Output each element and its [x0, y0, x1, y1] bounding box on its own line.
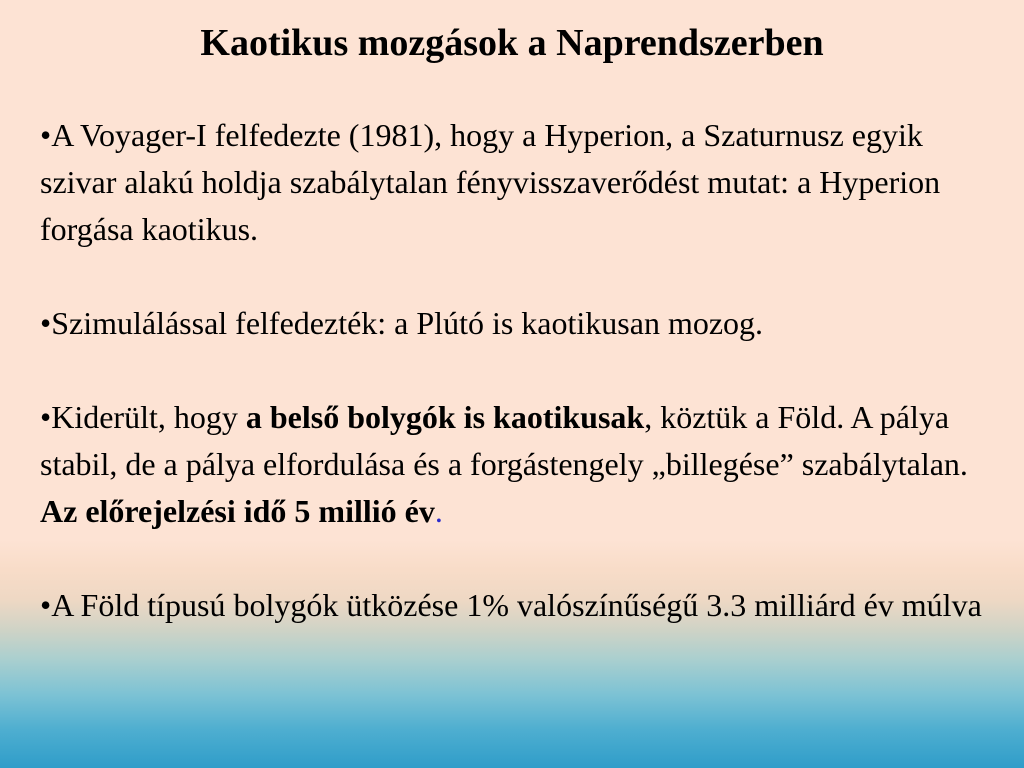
slide-title: Kaotikus mozgások a Naprendszerben	[200, 22, 824, 64]
bullet-inner-planets	[40, 394, 990, 535]
bullet-marker: •	[40, 399, 52, 435]
bullet-voyager-hyperion	[40, 112, 990, 253]
bullet-text-bold-inner-planets: a belső bolygók is kaotikusak	[245, 399, 645, 435]
bullet-marker: •	[40, 305, 52, 341]
bullet-marker: •	[40, 587, 52, 623]
bullet-marker: •	[40, 117, 52, 153]
bullet-pluto	[40, 300, 990, 347]
slide-content	[40, 112, 990, 629]
bullet-text: A Voyager-I felfedezte (1981), hogy a Hyperion, a Szaturnusz egyik szivar alakú holdja szabálytalan fényvisszaverődést mutat: a Hyperion forgása kaotikus.	[40, 117, 941, 247]
bullet-text: Szimulálással felfedezték: a Plútó is kaotikusan mozog.	[51, 305, 764, 341]
bullet-text-part1: Kiderült, hogy	[51, 399, 246, 435]
bullet-text: A Föld típusú bolygók ütközése 1% valószínűségű 3.3 milliárd év múlva	[51, 587, 982, 623]
bullet-text-part2: , köztük a Föld. A pálya stabil, de a pálya elfordulása és a forgástengely „billegése” szabálytalan.	[40, 399, 968, 482]
bullet-text-bold-forecast-time: Az előrejelzési idő 5 millió év	[40, 493, 435, 529]
bullet-text-end: .	[434, 493, 443, 529]
bullet-collision	[40, 582, 990, 629]
